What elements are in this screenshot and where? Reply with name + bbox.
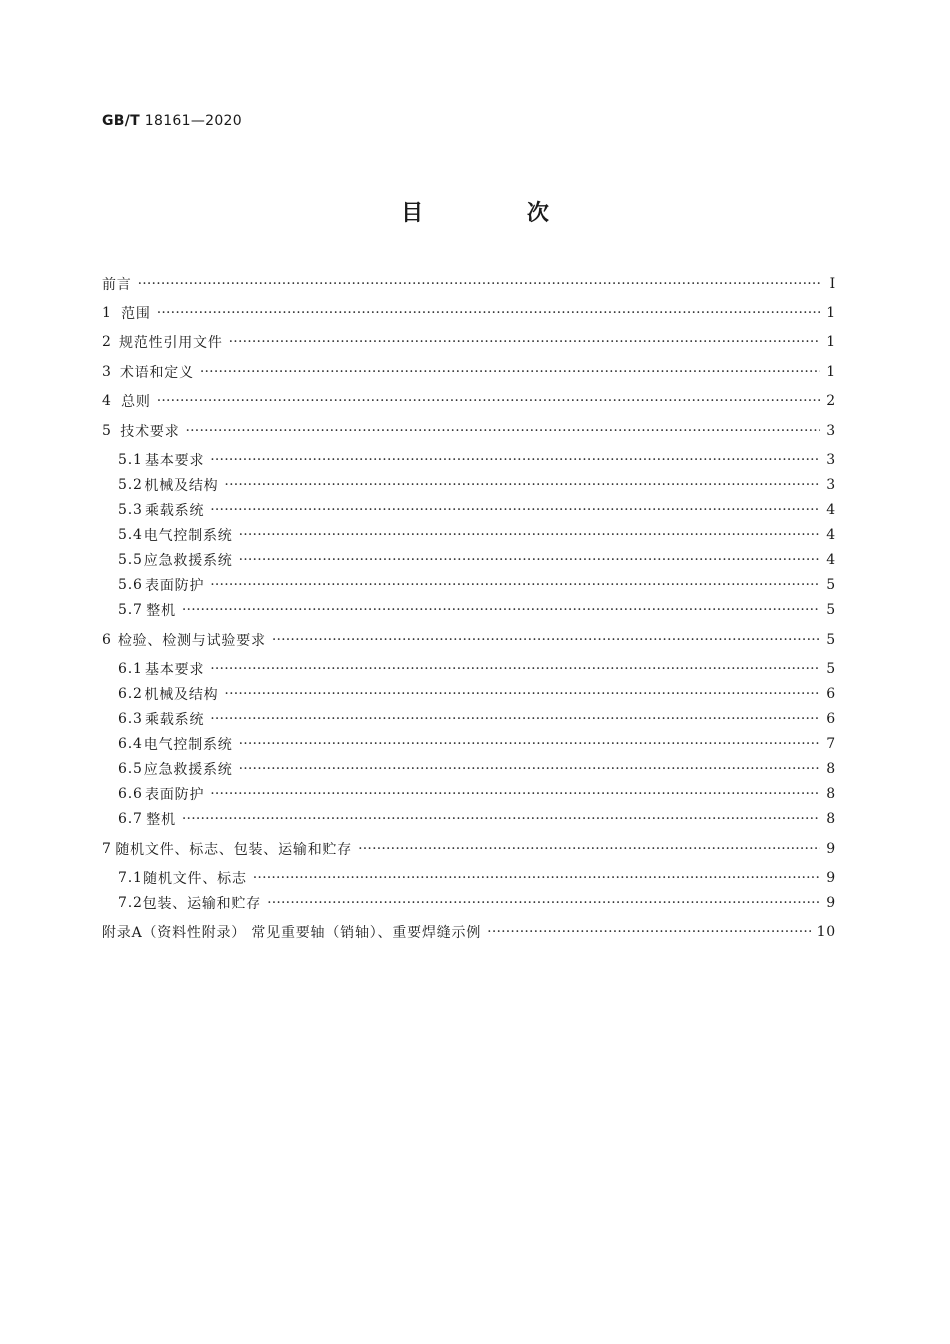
leader-dots xyxy=(210,711,820,727)
toc-entry-page: 5 xyxy=(826,632,836,648)
toc-entry-number: 6.3 xyxy=(118,711,143,727)
toc-entry-page: 9 xyxy=(826,841,836,857)
toc-entry-6-7[interactable] xyxy=(118,809,836,829)
toc-entry-label: 随机文件、标志 xyxy=(143,871,247,887)
toc-entry-number: 5.2 xyxy=(118,477,143,493)
toc-entry-6-1[interactable] xyxy=(118,659,836,679)
toc-entry-page: 10 xyxy=(816,924,836,940)
standard-prefix: GB/T xyxy=(102,113,141,129)
toc-entry-page: 4 xyxy=(826,552,836,568)
leader-dots xyxy=(186,423,821,439)
toc-entry-5-7[interactable] xyxy=(118,600,836,620)
toc-entry-number: 7.1 xyxy=(118,870,143,886)
toc-entry-6-2[interactable] xyxy=(118,684,836,704)
toc-entry-label: 电气控制系统 xyxy=(143,528,233,544)
leader-dots xyxy=(229,334,821,350)
toc-entry-page: 2 xyxy=(826,393,836,409)
toc-entry-foreword[interactable] xyxy=(102,274,836,294)
leader-dots xyxy=(239,552,821,568)
leader-dots xyxy=(239,761,821,777)
toc-entry-5-5[interactable] xyxy=(118,550,836,570)
toc-entry-label: 随机文件、标志、包装、运输和贮存 xyxy=(115,842,353,858)
leader-dots xyxy=(224,686,820,702)
toc-entry-2[interactable] xyxy=(102,332,836,352)
toc-entry-page: 9 xyxy=(826,895,836,911)
toc-entry-label: 应急救援系统 xyxy=(143,553,233,569)
toc-entry-label: 基本要求 xyxy=(145,662,205,678)
toc-entry-page: 5 xyxy=(826,661,836,677)
toc-entry-page: 8 xyxy=(826,761,836,777)
toc-entry-6[interactable] xyxy=(102,630,836,650)
toc-entry-label: 总则 xyxy=(121,394,151,410)
toc-entry-label: 技术要求 xyxy=(120,424,180,440)
toc-entry-page: 8 xyxy=(826,786,836,802)
toc-entry-number: 5.4 xyxy=(118,527,143,543)
toc-entry-3[interactable] xyxy=(102,362,836,382)
toc-entry-label: 规范性引用文件 xyxy=(119,335,223,351)
toc-entry-page: 3 xyxy=(826,423,836,439)
toc-entry-number: 5 xyxy=(102,423,112,439)
toc-entry-label: 应急救援系统 xyxy=(143,762,233,778)
toc-entry-label: 包装、运输和贮存 xyxy=(142,896,262,912)
toc-entry-number: 6.1 xyxy=(118,661,143,677)
leader-dots xyxy=(210,502,820,518)
toc-entry-page: 5 xyxy=(826,577,836,593)
toc-entry-5-4[interactable] xyxy=(118,525,836,545)
toc-entry-page: 4 xyxy=(826,527,836,543)
toc-entry-number: 3 xyxy=(102,364,112,380)
toc-entry-page: 9 xyxy=(826,870,836,886)
leader-dots xyxy=(210,661,820,677)
toc-entry-label: 电气控制系统 xyxy=(143,737,233,753)
leader-dots xyxy=(239,736,821,752)
toc-entry-label: 乘载系统 xyxy=(145,712,205,728)
toc-entry-5[interactable] xyxy=(102,421,836,441)
toc-entry-label: 术语和定义 xyxy=(119,365,194,381)
toc-entry-page: Ⅰ xyxy=(829,276,836,292)
leader-dots xyxy=(182,602,820,618)
toc-entry-label: 检验、检测与试验要求 xyxy=(117,633,266,649)
leader-dots xyxy=(210,786,820,802)
toc-entry-page: 8 xyxy=(826,811,836,827)
leader-dots xyxy=(272,632,820,648)
toc-entry-label: 表面防护 xyxy=(145,787,205,803)
toc-entry-label: 整机 xyxy=(146,603,176,619)
toc-entry-1[interactable] xyxy=(102,303,836,323)
toc-entry-5-2[interactable] xyxy=(118,475,836,495)
leader-dots xyxy=(253,870,821,886)
toc-entry-page: 1 xyxy=(826,334,836,350)
toc-entry-number: 5.1 xyxy=(118,452,143,468)
leader-dots xyxy=(157,305,821,321)
toc-entry-number: 6.6 xyxy=(118,786,143,802)
toc-entry-number: 5.7 xyxy=(118,602,143,618)
toc-entry-page: 1 xyxy=(826,305,836,321)
standard-number: 18161—2020 xyxy=(144,113,242,129)
leader-dots xyxy=(239,527,821,543)
toc-entry-number: 2 xyxy=(102,334,112,350)
toc-entry-number: 4 xyxy=(102,393,112,409)
toc-entry-label: 表面防护 xyxy=(145,578,205,594)
toc-entry-page: 6 xyxy=(826,711,836,727)
leader-dots xyxy=(267,895,820,911)
toc-entry-4[interactable] xyxy=(102,391,836,411)
toc-entry-number: 6.2 xyxy=(118,686,143,702)
leader-dots xyxy=(487,924,810,940)
toc-entry-label: 基本要求 xyxy=(145,453,205,469)
leader-dots xyxy=(210,577,820,593)
toc-entry-number: 5.6 xyxy=(118,577,143,593)
toc-entry-label: 乘载系统 xyxy=(145,503,205,519)
leader-dots xyxy=(182,811,820,827)
toc-entry-page: 3 xyxy=(826,477,836,493)
leader-dots xyxy=(224,477,820,493)
toc-entry-7-2[interactable] xyxy=(118,893,836,913)
toc-entry-number: 7.2 xyxy=(118,895,143,911)
leader-dots xyxy=(200,364,820,380)
leader-dots xyxy=(210,452,820,468)
toc-entry-number: 7 xyxy=(102,841,112,857)
toc-entry-page: 4 xyxy=(826,502,836,518)
toc-entry-page: 5 xyxy=(826,602,836,618)
toc-entry-7-1[interactable] xyxy=(118,868,836,888)
toc-entry-label: 前言 xyxy=(102,277,132,293)
document-code xyxy=(102,113,242,129)
toc-entry-number: 1 xyxy=(102,305,112,321)
toc-entry-page: 6 xyxy=(826,686,836,702)
leader-dots xyxy=(157,393,821,409)
toc-entry-5-6[interactable] xyxy=(118,575,836,595)
toc-entry-6-4[interactable] xyxy=(118,734,836,754)
toc-entry-5-3[interactable] xyxy=(118,500,836,520)
toc-entry-page: 7 xyxy=(826,736,836,752)
toc-entry-5-1[interactable] xyxy=(118,450,836,470)
toc-entry-page: 1 xyxy=(826,364,836,380)
toc-entry-6-6[interactable] xyxy=(118,784,836,804)
toc-heading: 目 次 xyxy=(401,201,597,226)
toc-entry-7[interactable] xyxy=(102,839,836,859)
toc-entry-label: 整机 xyxy=(146,812,176,828)
toc-entry-label: 附录A（资料性附录） 常见重要轴（销轴）、重要焊缝示例 xyxy=(102,925,482,941)
toc-entry-label: 机械及结构 xyxy=(144,478,219,494)
toc-entry-number: 6 xyxy=(102,632,112,648)
toc-entry-label: 机械及结构 xyxy=(144,687,219,703)
leader-dots xyxy=(358,841,820,857)
toc-entry-6-3[interactable] xyxy=(118,709,836,729)
toc-entry-6-5[interactable] xyxy=(118,759,836,779)
leader-dots xyxy=(138,276,822,292)
toc-entry-page: 3 xyxy=(826,452,836,468)
toc-entry-number: 6.5 xyxy=(118,761,143,777)
toc-entry-number: 5.3 xyxy=(118,502,143,518)
toc-entry-label: 范围 xyxy=(121,306,151,322)
toc-entry-number: 5.5 xyxy=(118,552,143,568)
toc-entry-number: 6.7 xyxy=(118,811,143,827)
toc-entry-annex-a[interactable] xyxy=(102,922,836,942)
toc-entry-number: 6.4 xyxy=(118,736,143,752)
